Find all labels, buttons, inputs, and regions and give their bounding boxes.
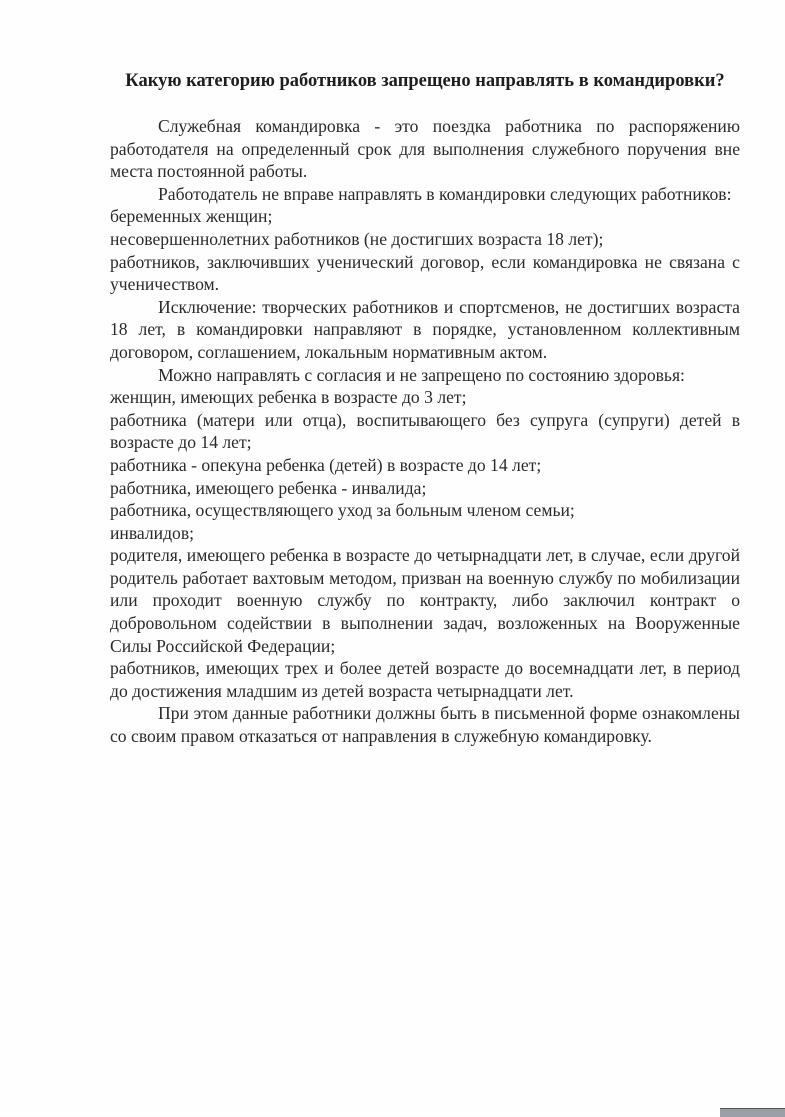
list-item-consent: работников, имеющих трех и более детей возрасте до восемнадцати лет, в период до достижения младшим из детей возраста четырнадцати лет. xyxy=(110,658,740,701)
document-title: Какую категорию работников запрещено направлять в командировки? xyxy=(125,71,725,91)
document-body xyxy=(110,115,740,748)
list-item-consent: работника, имеющего ребенка - инвалида; xyxy=(110,477,427,498)
list-item-consent: работника - опекуна ребенка (детей) в возрасте до 14 лет; xyxy=(110,454,542,475)
paragraph-prohibited-intro: Работодатель не вправе направлять в командировки следующих работников: xyxy=(158,183,732,204)
paragraph-notification: При этом данные работники должны быть в письменной форме ознакомлены со своим правом отказаться от направления в служебную командировку. xyxy=(110,703,740,747)
paragraph-consent-intro: Можно направлять с согласия и не запрещено по состоянию здоровья: xyxy=(158,364,685,385)
paragraph-definition: Служебная командировка - это поездка работника по распоряжению работодателя на определенный срок для выполнения служебного поручения вне места постоянной работы. xyxy=(110,116,740,182)
list-item-consent: инвалидов; xyxy=(110,522,195,543)
list-item-consent: родителя, имеющего ребенка в возрасте до четырнадцати лет, в случае, если другой родитель работает вахтовым методом, призван на военную службу по мобилизации или проходит военную службу по контракту, либо заключил контракт о добровольном содействии в выполнении задач, возложенных на Вооруженные Силы Российской Федерации; xyxy=(110,545,740,656)
paragraph-exception: Исключение: творческих работников и спортсменов, не достигших возраста 18 лет, в командировки направляют в порядке, установленном коллективным договором, соглашением, локальным нормативным актом. xyxy=(110,296,740,362)
list-item-consent: работника, осуществляющего уход за больным членом семьи; xyxy=(110,500,575,521)
list-item-prohibited: несовершеннолетних работников (не достигших возраста 18 лет); xyxy=(110,228,604,249)
list-item-consent: работника (матери или отца), воспитывающего без супруга (супруги) детей в возрасте до 14 лет; xyxy=(110,409,740,453)
list-item-prohibited: работников, заключивших ученический договор, если командировка не связана с ученичеством. xyxy=(110,251,740,295)
list-item-consent: женщин, имеющих ребенка в возрасте до 3 лет; xyxy=(110,387,467,408)
list-item-prohibited: беременных женщин; xyxy=(110,206,273,227)
